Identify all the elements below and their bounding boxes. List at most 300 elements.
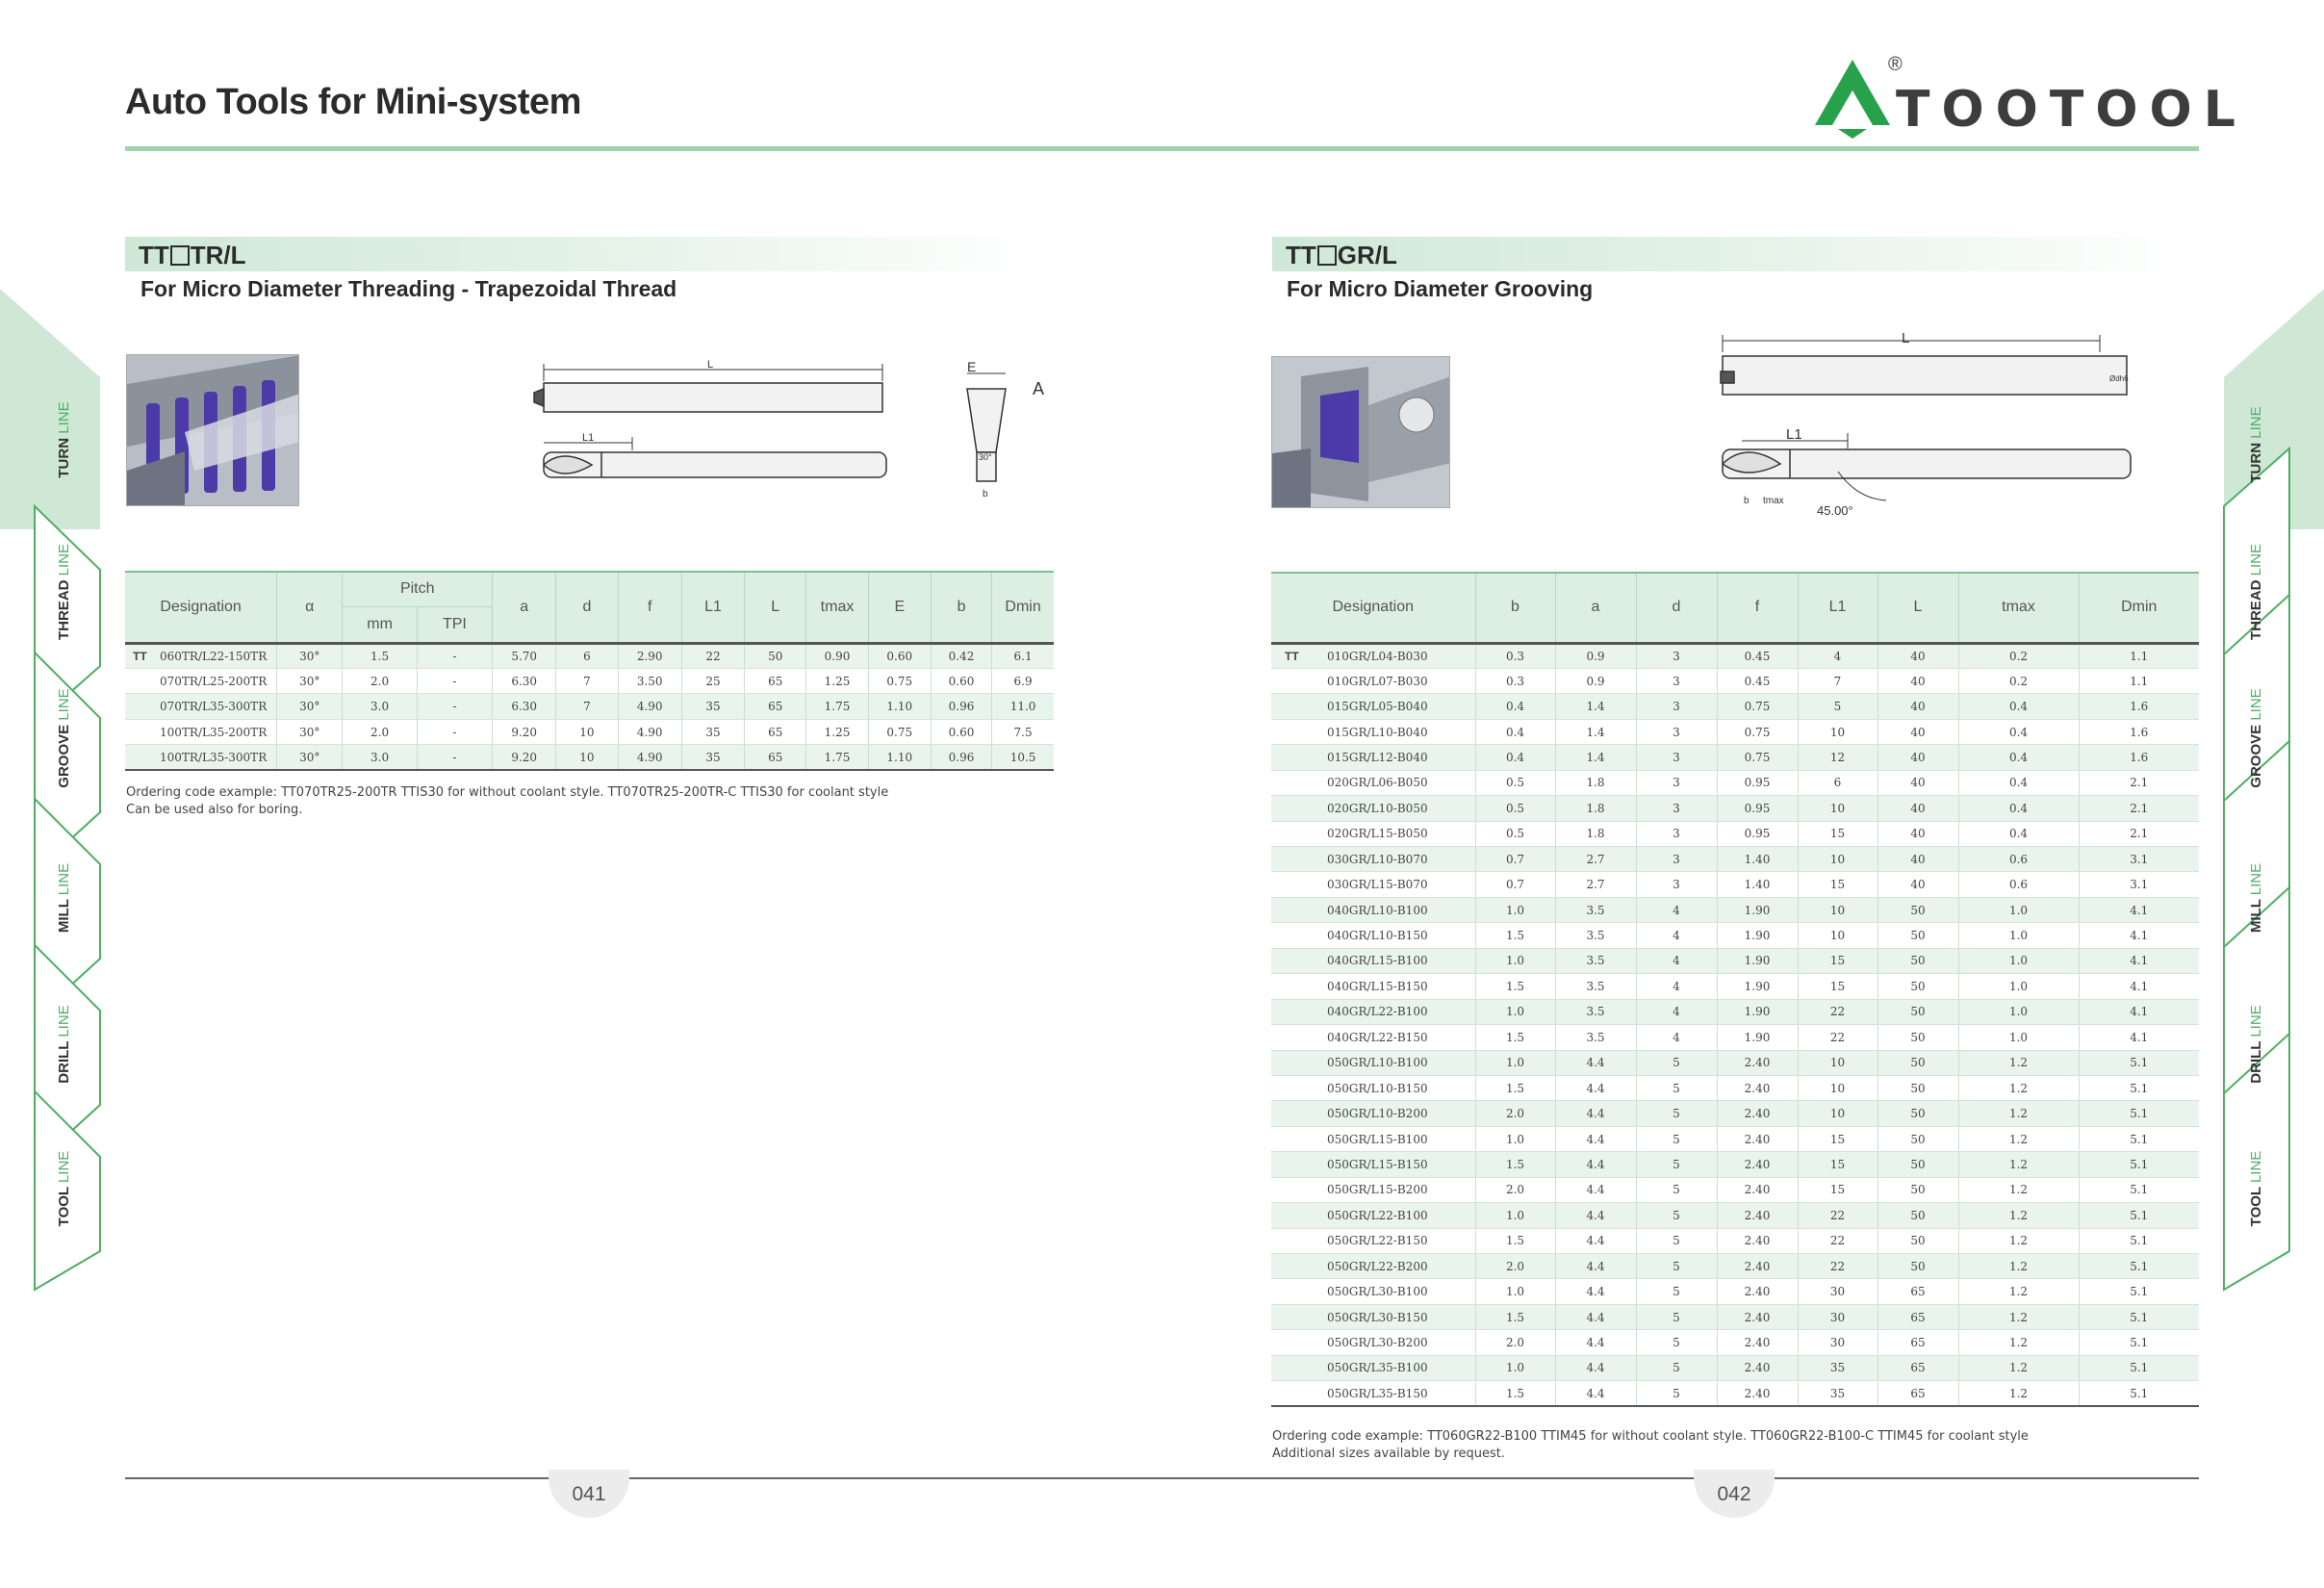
table-row [1271, 948, 2199, 973]
cell-f: 0.45 [1717, 643, 1798, 668]
designation-cell [1271, 1025, 1475, 1050]
cell-l1: 15 [1798, 1177, 1877, 1202]
table-row [1271, 1101, 2199, 1126]
table-row [1271, 643, 2199, 668]
thread-tool-photo [126, 354, 299, 506]
cell-l: 40 [1877, 796, 1958, 821]
side-tab-suffix: LINE [56, 401, 72, 434]
cell-a: 3.5 [1555, 974, 1636, 999]
cell-f: 2.40 [1717, 1381, 1798, 1406]
cell-l: 65 [1877, 1304, 1958, 1329]
table-row [1271, 1279, 2199, 1304]
cell-l1: 15 [1798, 974, 1877, 999]
designation-cell [1271, 948, 1475, 973]
designation-cell [1271, 999, 1475, 1024]
cell-tmax: 1.2 [1958, 1075, 2079, 1100]
designation-text: 050GR/L30-B150 [1327, 1310, 1428, 1324]
table-row [1271, 1355, 2199, 1380]
cell-b: 1.0 [1475, 999, 1555, 1024]
cell-b: 0.4 [1475, 694, 1555, 719]
cell-dmin: 3.1 [2079, 872, 2199, 897]
cell-f: 1.40 [1717, 847, 1798, 872]
cell-d: 5 [1636, 1177, 1717, 1202]
page-number-left: 041 [549, 1470, 629, 1518]
cell-f: 2.40 [1717, 1330, 1798, 1355]
cell-l1: 35 [681, 745, 744, 770]
designation-text: 050GR/L22-B200 [1327, 1259, 1428, 1273]
side-tab-tool-right[interactable] [2242, 1150, 2271, 1405]
cell-tmax: 0.4 [1958, 719, 2079, 744]
cell-f: 0.95 [1717, 821, 1798, 846]
placeholder-box-icon [1317, 245, 1337, 266]
designation-text: 040GR/L15-B150 [1327, 979, 1428, 993]
cell-b: 0.7 [1475, 872, 1555, 897]
col-l1: L1 [681, 572, 744, 643]
cell-dmin: 5.1 [2079, 1254, 2199, 1279]
cell-dmin: 4.1 [2079, 923, 2199, 948]
designation-text: 010GR/L07-B030 [1327, 674, 1428, 688]
cell-l: 50 [1877, 1152, 1958, 1177]
cell-b: 1.0 [1475, 1355, 1555, 1380]
table-row [1271, 745, 2199, 770]
cell-alpha: 30° [277, 643, 343, 668]
cell-l1: 22 [1798, 1203, 1877, 1228]
cell-l1: 22 [1798, 1025, 1877, 1050]
col-l: L [1877, 573, 1958, 643]
cell-tmax: 1.2 [1958, 1254, 2079, 1279]
cell-l1: 25 [681, 668, 744, 693]
side-tab-suffix: LINE [56, 543, 72, 576]
designation-text: 100TR/L35-300TR [160, 750, 268, 764]
cell-dmin: 5.1 [2079, 1177, 2199, 1202]
designation-text: 030GR/L15-B070 [1327, 878, 1428, 892]
cell-tmax: 1.2 [1958, 1228, 2079, 1253]
cell-d: 5 [1636, 1381, 1717, 1406]
cell-l: 50 [1877, 1025, 1958, 1050]
cell-dmin: 5.1 [2079, 1304, 2199, 1329]
cell-l: 50 [1877, 1101, 1958, 1126]
side-tab-label: THREAD [2248, 579, 2264, 641]
designation-text: 040GR/L10-B100 [1327, 903, 1428, 917]
side-tab-suffix: LINE [2248, 543, 2264, 576]
cell-a: 4.4 [1555, 1330, 1636, 1355]
table-row [1271, 1050, 2199, 1075]
designation-cell [1271, 1203, 1475, 1228]
designation-cell [125, 745, 277, 770]
cell-l1: 22 [681, 643, 744, 668]
table-row [1271, 719, 2199, 744]
cell-d: 4 [1636, 923, 1717, 948]
cell-dmin: 2.1 [2079, 770, 2199, 795]
cell-f: 2.40 [1717, 1101, 1798, 1126]
cell-b: 0.3 [1475, 668, 1555, 693]
cell-dmin: 5.1 [2079, 1381, 2199, 1406]
cell-f: 2.40 [1717, 1355, 1798, 1380]
cell-tmax: 1.0 [1958, 999, 2079, 1024]
cell-l: 65 [1877, 1381, 1958, 1406]
cell-tpi: - [417, 719, 492, 744]
cell-l: 65 [745, 745, 806, 770]
cell-b: 1.0 [1475, 1126, 1555, 1151]
right-dim-L: L [1902, 330, 1910, 346]
cell-f: 0.75 [1717, 745, 1798, 770]
cell-alpha: 30° [277, 719, 343, 744]
cell-f: 0.75 [1717, 719, 1798, 744]
cell-a: 2.7 [1555, 847, 1636, 872]
side-tab-label: MILL [56, 899, 72, 934]
cell-b: 0.4 [1475, 719, 1555, 744]
cell-f: 1.90 [1717, 1025, 1798, 1050]
cell-l1: 6 [1798, 770, 1877, 795]
cell-b: 0.5 [1475, 821, 1555, 846]
cell-d: 5 [1636, 1203, 1717, 1228]
cell-dmin: 5.1 [2079, 1279, 2199, 1304]
designation-text: 020GR/L06-B050 [1327, 776, 1428, 790]
table-row [1271, 1126, 2199, 1151]
cell-a: 4.4 [1555, 1126, 1636, 1151]
cell-dmin: 4.1 [2079, 897, 2199, 922]
side-tab-suffix: LINE [2248, 862, 2264, 896]
cell-l1: 35 [1798, 1381, 1877, 1406]
table-row [1271, 974, 2199, 999]
cell-e: 1.10 [868, 694, 931, 719]
designation-text: 050GR/L10-B150 [1327, 1081, 1428, 1095]
cell-tmax: 0.4 [1958, 821, 2079, 846]
cell-a: 9.20 [493, 745, 556, 770]
right-code-prefix: TT [1286, 241, 1316, 269]
designation-text: 040GR/L15-B100 [1327, 954, 1428, 968]
cell-b: 2.0 [1475, 1177, 1555, 1202]
cell-b: 0.5 [1475, 796, 1555, 821]
left-tool-drawing [524, 356, 1044, 510]
cell-tmax: 1.2 [1958, 1101, 2079, 1126]
cell-b: 0.60 [931, 668, 991, 693]
designation-text: 050GR/L22-B150 [1327, 1234, 1428, 1248]
cell-a: 4.4 [1555, 1304, 1636, 1329]
cell-dmin: 4.1 [2079, 1025, 2199, 1050]
cell-dmin: 5.1 [2079, 1101, 2199, 1126]
table-row [1271, 1228, 2199, 1253]
col-designation: Designation [125, 572, 277, 643]
right-tool-drawing [1694, 327, 2136, 520]
cell-f: 4.90 [618, 745, 681, 770]
cell-e: 1.10 [868, 745, 931, 770]
right-ordering-note [1272, 1428, 2029, 1463]
designation-text: 040GR/L22-B100 [1327, 1005, 1428, 1019]
left-code-suffix: TR/L [190, 241, 246, 269]
cell-d: 4 [1636, 897, 1717, 922]
cell-d: 3 [1636, 821, 1717, 846]
col-designation: Designation [1271, 573, 1475, 643]
cell-tmax: 1.0 [1958, 897, 2079, 922]
cell-a: 6.30 [493, 694, 556, 719]
cell-tpi: - [417, 668, 492, 693]
cell-l1: 5 [1798, 694, 1877, 719]
cell-a: 4.4 [1555, 1203, 1636, 1228]
cell-tmax: 0.4 [1958, 770, 2079, 795]
cell-tpi: - [417, 745, 492, 770]
cell-d: 4 [1636, 1025, 1717, 1050]
col-d: d [556, 572, 618, 643]
cell-a: 4.4 [1555, 1177, 1636, 1202]
cell-f: 3.50 [618, 668, 681, 693]
cell-l: 50 [1877, 1203, 1958, 1228]
table-row [1271, 1177, 2199, 1202]
page-title: Auto Tools for Mini-system [125, 82, 581, 122]
cell-b: 0.60 [931, 719, 991, 744]
table-row [1271, 1381, 2199, 1406]
cell-b: 1.5 [1475, 923, 1555, 948]
designation-cell [1271, 1126, 1475, 1151]
cell-f: 2.40 [1717, 1279, 1798, 1304]
cell-l1: 10 [1798, 1075, 1877, 1100]
cell-tmax: 1.2 [1958, 1381, 2079, 1406]
cell-b: 1.5 [1475, 1075, 1555, 1100]
cell-d: 3 [1636, 745, 1717, 770]
cell-tmax: 1.2 [1958, 1279, 2079, 1304]
right-dim-L1: L1 [1786, 426, 1802, 443]
col-pitch-mm: mm [343, 606, 417, 643]
cell-l1: 7 [1798, 668, 1877, 693]
designation-cell [1271, 923, 1475, 948]
designation-cell [1271, 643, 1475, 668]
cell-b: 0.4 [1475, 745, 1555, 770]
cell-a: 3.5 [1555, 999, 1636, 1024]
cell-l: 40 [1877, 745, 1958, 770]
side-tab-label: MILL [2248, 899, 2264, 934]
cell-f: 2.40 [1717, 1075, 1798, 1100]
designation-cell [1271, 1075, 1475, 1100]
cell-l: 40 [1877, 821, 1958, 846]
cell-a: 5.70 [493, 643, 556, 668]
cell-d: 5 [1636, 1050, 1717, 1075]
cell-a: 1.4 [1555, 745, 1636, 770]
cell-tpi: - [417, 694, 492, 719]
cell-tmax: 1.0 [1958, 974, 2079, 999]
cell-dmin: 5.1 [2079, 1330, 2199, 1355]
cell-d: 5 [1636, 1152, 1717, 1177]
designation-cell [1271, 847, 1475, 872]
cell-b: 0.96 [931, 694, 991, 719]
cell-dmin: 1.6 [2079, 719, 2199, 744]
cell-a: 4.4 [1555, 1152, 1636, 1177]
cell-l: 50 [745, 643, 806, 668]
table-row [1271, 1254, 2199, 1279]
designation-text: 015GR/L05-B040 [1327, 700, 1428, 714]
cell-l: 65 [1877, 1355, 1958, 1380]
cell-dmin: 1.1 [2079, 643, 2199, 668]
left-dim-b: b [983, 489, 988, 499]
right-subtitle: For Micro Diameter Grooving [1287, 276, 1594, 301]
cell-f: 1.90 [1717, 999, 1798, 1024]
cell-dmin: 5.1 [2079, 1126, 2199, 1151]
cell-tmax: 1.75 [806, 694, 868, 719]
cell-f: 0.95 [1717, 796, 1798, 821]
cell-b: 0.96 [931, 745, 991, 770]
cell-a: 0.9 [1555, 668, 1636, 693]
cell-f: 2.40 [1717, 1050, 1798, 1075]
cell-l1: 30 [1798, 1279, 1877, 1304]
cell-l1: 22 [1798, 1254, 1877, 1279]
thread-cutaway-image [127, 355, 299, 506]
cell-l: 50 [1877, 897, 1958, 922]
cell-f: 2.40 [1717, 1177, 1798, 1202]
designation-cell [1271, 770, 1475, 795]
cell-tmax: 1.0 [1958, 923, 2079, 948]
cell-f: 2.40 [1717, 1126, 1798, 1151]
cell-l1: 10 [1798, 897, 1877, 922]
left-note-line-2: Can be used also for boring. [126, 803, 303, 817]
cell-b: 1.0 [1475, 948, 1555, 973]
col-tmax: tmax [1958, 573, 2079, 643]
cell-alpha: 30° [277, 694, 343, 719]
table-row [1271, 897, 2199, 922]
left-dim-L: L [707, 359, 714, 371]
cell-a: 3.5 [1555, 923, 1636, 948]
cell-l: 50 [1877, 1126, 1958, 1151]
left-dim-E: E [967, 359, 977, 374]
cell-mm: 2.0 [343, 719, 417, 744]
cell-l1: 30 [1798, 1304, 1877, 1329]
cell-d: 5 [1636, 1330, 1717, 1355]
cell-l1: 15 [1798, 1152, 1877, 1177]
cell-dmin: 5.1 [2079, 1355, 2199, 1380]
cell-l: 40 [1877, 847, 1958, 872]
cell-a: 4.4 [1555, 1075, 1636, 1100]
right-section-heading [1272, 237, 2186, 271]
table-row [1271, 1152, 2199, 1177]
left-subtitle: For Micro Diameter Threading - Trapezoidal Thread [140, 276, 677, 301]
cell-f: 1.90 [1717, 897, 1798, 922]
cell-tmax: 1.2 [1958, 1126, 2079, 1151]
cell-tpi: - [417, 643, 492, 668]
right-dim-tmax: tmax [1763, 496, 1784, 506]
col-f: f [1717, 573, 1798, 643]
cell-a: 3.5 [1555, 897, 1636, 922]
cell-l: 40 [1877, 872, 1958, 897]
left-spec-table [125, 571, 1054, 771]
cell-f: 2.90 [618, 643, 681, 668]
table-row [1271, 1075, 2199, 1100]
left-note-line-1: Ordering code example: TT070TR25-200TR TTIS30 for without coolant style. TT070TR25-200TR-C TTIS30 for coolant style [126, 785, 889, 800]
cell-dmin: 11.0 [992, 694, 1054, 719]
cell-b: 1.5 [1475, 1304, 1555, 1329]
cell-tmax: 0.6 [1958, 872, 2079, 897]
cell-l: 40 [1877, 770, 1958, 795]
cell-a: 4.4 [1555, 1254, 1636, 1279]
cell-a: 4.4 [1555, 1050, 1636, 1075]
right-dim-b: b [1744, 496, 1749, 506]
table-row [1271, 847, 2199, 872]
cell-f: 2.40 [1717, 1254, 1798, 1279]
table-row [1271, 1304, 2199, 1329]
col-pitch-tpi: TPI [417, 606, 492, 643]
cell-b: 0.5 [1475, 770, 1555, 795]
table-row [1271, 923, 2199, 948]
cell-f: 0.95 [1717, 770, 1798, 795]
side-tab-suffix: LINE [56, 688, 72, 721]
cell-l: 40 [1877, 643, 1958, 668]
cell-a: 4.4 [1555, 1381, 1636, 1406]
designation-cell [125, 643, 277, 668]
cell-d: 3 [1636, 643, 1717, 668]
cell-l1: 35 [681, 719, 744, 744]
cell-b: 1.0 [1475, 897, 1555, 922]
col-dmin: Dmin [992, 572, 1054, 643]
cell-dmin: 7.5 [992, 719, 1054, 744]
table-row [1271, 1025, 2199, 1050]
cell-mm: 3.0 [343, 694, 417, 719]
designation-cell [1271, 745, 1475, 770]
cell-d: 10 [556, 719, 618, 744]
designation-text: 050GR/L30-B100 [1327, 1285, 1428, 1299]
side-tab-suffix: LINE [56, 1005, 72, 1037]
table-row [125, 719, 1054, 744]
cell-a: 3.5 [1555, 948, 1636, 973]
designation-text: 060TR/L22-150TR [160, 649, 268, 663]
designation-text: 050GR/L22-B100 [1327, 1208, 1428, 1222]
cell-tmax: 1.0 [1958, 948, 2079, 973]
cell-l1: 15 [1798, 948, 1877, 973]
cell-f: 2.40 [1717, 1304, 1798, 1329]
cell-l: 65 [745, 668, 806, 693]
cell-dmin: 6.9 [992, 668, 1054, 693]
designation-text: 070TR/L25-200TR [160, 674, 268, 688]
cell-l1: 15 [1798, 821, 1877, 846]
designation-cell [1271, 974, 1475, 999]
designation-cell [125, 694, 277, 719]
cell-d: 7 [556, 668, 618, 693]
cell-l: 65 [745, 694, 806, 719]
brand-logo [1809, 54, 2247, 141]
cell-tmax: 1.25 [806, 668, 868, 693]
designation-text: 020GR/L10-B050 [1327, 801, 1428, 815]
table-row [125, 643, 1054, 668]
designation-text: 015GR/L12-B040 [1327, 750, 1428, 764]
left-ordering-note [126, 784, 888, 819]
cell-l: 50 [1877, 1075, 1958, 1100]
designation-cell [1271, 694, 1475, 719]
cell-dmin: 10.5 [992, 745, 1054, 770]
registered-mark: ® [1888, 54, 1903, 75]
col-b: b [931, 572, 991, 643]
side-tab-suffix: LINE [2248, 688, 2264, 721]
cell-b: 1.5 [1475, 1025, 1555, 1050]
cell-b: 1.5 [1475, 1152, 1555, 1177]
cell-b: 1.0 [1475, 1279, 1555, 1304]
cell-d: 5 [1636, 1101, 1717, 1126]
cell-f: 0.45 [1717, 668, 1798, 693]
designation-text: 030GR/L10-B070 [1327, 852, 1428, 866]
cell-l: 50 [1877, 1050, 1958, 1075]
cell-l: 50 [1877, 999, 1958, 1024]
designation-text: 050GR/L35-B100 [1327, 1361, 1428, 1375]
cell-dmin: 2.1 [2079, 796, 2199, 821]
cell-l1: 10 [1798, 796, 1877, 821]
cell-f: 2.40 [1717, 1228, 1798, 1253]
cell-tmax: 0.4 [1958, 694, 2079, 719]
page-number-right: 042 [1694, 1470, 1775, 1518]
designation-cell [1271, 872, 1475, 897]
cell-d: 5 [1636, 1304, 1717, 1329]
cell-a: 4.4 [1555, 1101, 1636, 1126]
cell-b: 1.5 [1475, 1381, 1555, 1406]
cell-tmax: 0.2 [1958, 668, 2079, 693]
side-tab-tool-left[interactable] [50, 1150, 79, 1405]
right-dim-angle: 45.00° [1817, 503, 1853, 518]
designation-cell [1271, 1228, 1475, 1253]
cell-d: 3 [1636, 668, 1717, 693]
